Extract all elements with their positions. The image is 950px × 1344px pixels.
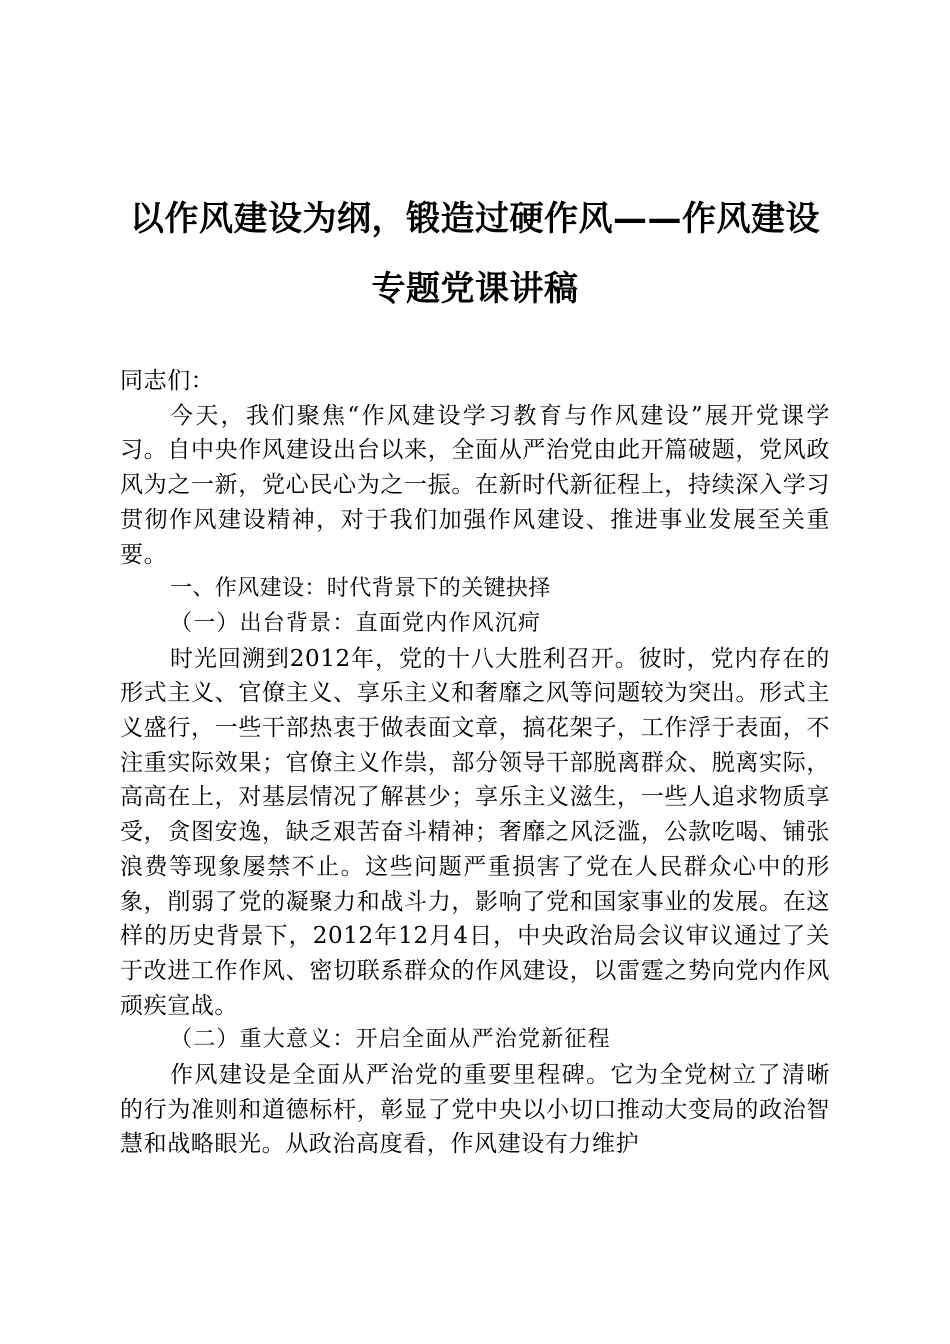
document-title-line-2: 专题党课讲稿 <box>371 269 579 309</box>
section-1-heading: 一、作风建设：时代背景下的关键抉择 <box>170 576 551 602</box>
subsection-2-paragraph: 作风建设是全面从严治党的重要里程碑。它为全党树立了清晰的行为准则和道德标杆，彰显了党中央以小切口推动大变局的政治智慧和战略眼光。从政治高度看，作风建设有力维护 <box>120 1062 830 1158</box>
subsection-2-heading: （二）重大意义：开启全面从严治党新征程 <box>170 1027 611 1053</box>
intro-paragraph: 今天，我们聚焦“作风建设学习教育与作风建设”展开党课学习。自中央作风建设出台以来，全面从严治党由此开篇破题，党风政风为之一新，党心民心为之一振。在新时代新征程上，持续深入学习贯彻作风建设精神，对于我们加强作风建设、推进事业发展至关重要。 <box>120 402 830 568</box>
document-body <box>120 364 830 1162</box>
salutation: 同志们： <box>120 368 215 394</box>
document-title-line-1: 以作风建设为纲，锻造过硬作风——作风建设 <box>130 199 820 239</box>
subsection-1-heading: （一）出台背景：直面党内作风沉疴 <box>170 610 542 636</box>
subsection-1-paragraph: 时光回溯到2012年，党的十八大胜利召开。彼时，党内存在的形式主义、官僚主义、享乐主义和奢靡之风等问题较为突出。形式主义盛行，一些干部热衷于做表面文章，搞花架子，工作浮于表面，不注重实际效果；官僚主义作祟，部分领导干部脱离群众、脱离实际，高高在上，对基层情况了解甚少；享乐主义滋生，一些人追求物质享受，贪图安逸，缺乏艰苦奋斗精神；奢靡之风泛滥，公款吃喝、铺张浪费等现象屡禁不止。这些问题严重损害了党在人民群众心中的形象，削弱了党的凝聚力和战斗力，影响了党和国家事业的发展。在这样的历史背景下，2012年12月4日，中央政治局会议审议通过了关于改进工作作风、密切联系群众的作风建设，以雷霆之势向党内作风顽疾宣战。 <box>120 645 830 1019</box>
